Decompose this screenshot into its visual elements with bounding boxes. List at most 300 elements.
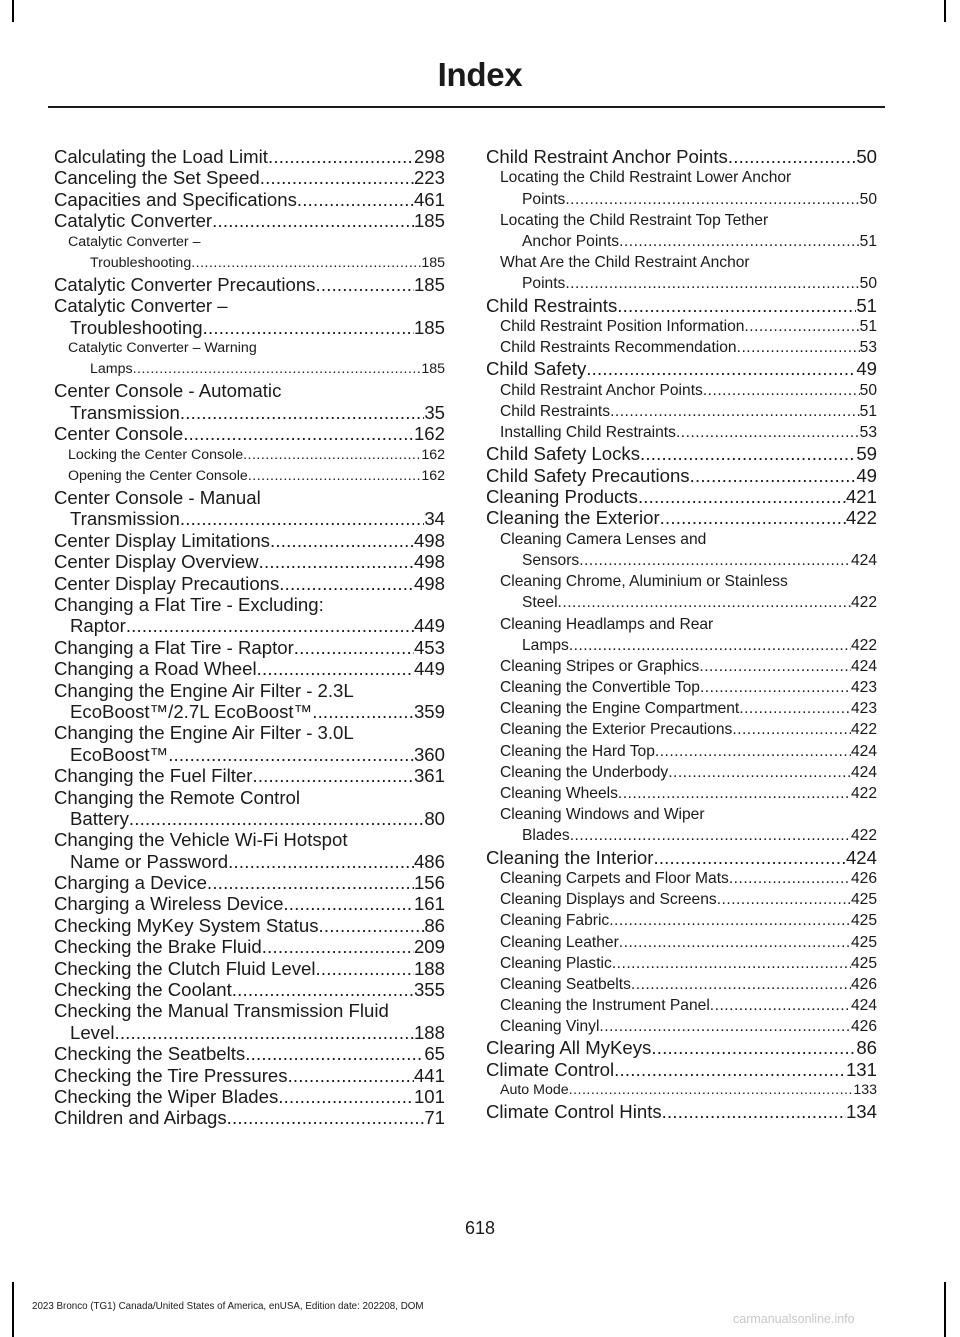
dot-leader bbox=[283, 893, 414, 914]
index-entry-text: Points bbox=[522, 275, 566, 293]
index-entry-line[interactable] bbox=[54, 530, 445, 551]
index-entry-line[interactable] bbox=[54, 359, 445, 380]
index-entry-page: 498 bbox=[413, 572, 445, 594]
index-entry bbox=[54, 573, 445, 594]
index-entry-line[interactable] bbox=[486, 146, 877, 167]
index-entry bbox=[54, 979, 445, 1000]
index-entry bbox=[486, 465, 877, 486]
index-entry-page: 133 bbox=[853, 1082, 877, 1099]
dot-leader bbox=[690, 465, 857, 486]
dot-leader bbox=[668, 762, 851, 783]
index-entry-text: Checking the Wiper Blades bbox=[54, 1085, 279, 1107]
index-entry-page: 71 bbox=[424, 1107, 445, 1129]
index-entry-page: 425 bbox=[850, 933, 877, 951]
dot-leader bbox=[710, 995, 851, 1016]
index-entry-line[interactable] bbox=[486, 889, 877, 910]
index-entry bbox=[54, 530, 445, 551]
index-entry-line[interactable] bbox=[54, 551, 445, 572]
index-entry bbox=[486, 422, 877, 443]
index-entry-line[interactable] bbox=[486, 1101, 877, 1122]
dot-leader bbox=[183, 423, 414, 444]
dot-leader bbox=[203, 317, 414, 338]
index-entry-line[interactable] bbox=[486, 358, 877, 379]
index-entry bbox=[486, 401, 877, 422]
index-entry bbox=[54, 338, 445, 380]
index-entry bbox=[54, 872, 445, 893]
index-entry-line[interactable] bbox=[486, 825, 877, 846]
index-entry-line[interactable] bbox=[54, 317, 445, 338]
index-entry-page: 425 bbox=[850, 954, 877, 972]
dot-leader bbox=[278, 1086, 414, 1107]
index-entry-page: 101 bbox=[413, 1085, 445, 1107]
index-entry-text: Climate Control Hints bbox=[486, 1101, 662, 1123]
index-entry-page: 51 bbox=[859, 402, 877, 420]
index-entry-text: Child Restraints bbox=[500, 402, 611, 420]
index-entry-page: 424 bbox=[850, 657, 877, 675]
index-entry bbox=[54, 466, 445, 487]
index-entry-page: 156 bbox=[413, 872, 445, 894]
index-entry-text: Steel bbox=[522, 594, 558, 612]
index-entry bbox=[486, 614, 877, 656]
index-entry-text: Cleaning the Exterior Precautions bbox=[500, 721, 733, 739]
dot-leader bbox=[744, 316, 859, 337]
dot-leader bbox=[294, 637, 414, 658]
index-entry-line[interactable] bbox=[486, 422, 877, 443]
index-entry-heading: Changing the Remote Control bbox=[54, 786, 300, 808]
index-entry-text: Children and Airbags bbox=[54, 1107, 227, 1129]
index-entry-line[interactable] bbox=[486, 273, 877, 294]
index-entry-text: Child Safety Precautions bbox=[486, 464, 690, 486]
index-entry-line[interactable] bbox=[54, 979, 445, 1000]
index-entry-text: Cleaning Stripes or Graphics bbox=[500, 657, 700, 675]
index-entry-page: 161 bbox=[413, 893, 445, 915]
index-entry-line[interactable] bbox=[54, 146, 445, 167]
index-entry-line[interactable] bbox=[54, 1043, 445, 1064]
index-entry-line[interactable] bbox=[486, 847, 877, 868]
index-entry-text: Name or Password bbox=[70, 850, 229, 872]
dot-leader bbox=[259, 551, 414, 572]
index-entry-line[interactable] bbox=[486, 507, 877, 528]
index-column-right bbox=[486, 146, 877, 1123]
index-entry-text: Child Restraints bbox=[486, 294, 618, 316]
dot-leader bbox=[262, 936, 414, 957]
crop-mark-bottom-left bbox=[12, 1282, 14, 1337]
index-entry-line[interactable] bbox=[54, 189, 445, 210]
index-entry-page: 424 bbox=[850, 763, 877, 781]
index-entry-text: Cleaning the Engine Compartment bbox=[500, 700, 740, 718]
index-entry bbox=[486, 804, 877, 846]
index-entry-line[interactable] bbox=[486, 1016, 877, 1037]
index-entry bbox=[54, 445, 445, 466]
index-entry-heading: Catalytic Converter – bbox=[68, 233, 201, 250]
index-entry-heading: Cleaning Windows and Wiper bbox=[500, 806, 705, 824]
index-entry bbox=[54, 1043, 445, 1064]
index-entry-text: Cleaning the Exterior bbox=[486, 507, 660, 529]
index-entry-text: Cleaning the Instrument Panel bbox=[500, 997, 710, 1015]
index-entry-page: 422 bbox=[850, 721, 877, 739]
dot-leader bbox=[651, 1038, 856, 1059]
index-entry-page: 426 bbox=[850, 1018, 877, 1036]
index-entry-text: Transmission bbox=[70, 401, 180, 423]
dot-leader bbox=[207, 872, 414, 893]
index-entry-page: 65 bbox=[424, 1043, 445, 1065]
crop-mark-bottom-right bbox=[944, 1282, 946, 1337]
index-entry-line[interactable] bbox=[486, 1038, 877, 1059]
index-entry bbox=[54, 146, 445, 167]
index-entry-text: Cleaning Leather bbox=[500, 933, 619, 951]
index-entry bbox=[486, 210, 877, 252]
index-entry-page: 49 bbox=[856, 358, 877, 380]
dot-leader bbox=[180, 508, 424, 529]
dot-leader bbox=[315, 274, 414, 295]
index-entry-text: Changing a Flat Tire - Raptor bbox=[54, 636, 294, 658]
index-entry-page: 51 bbox=[856, 294, 877, 316]
index-entry-text: Lamps bbox=[522, 636, 569, 654]
index-entry-page: 453 bbox=[413, 636, 445, 658]
index-entry-line[interactable] bbox=[54, 615, 445, 636]
index-entry bbox=[486, 868, 877, 889]
dot-leader bbox=[232, 979, 414, 1000]
index-entry-page: 188 bbox=[413, 1021, 445, 1043]
index-entry-page: 51 bbox=[859, 317, 877, 335]
index-entry-line[interactable] bbox=[486, 974, 877, 995]
index-entry-heading: Center Console - Automatic bbox=[54, 380, 282, 402]
index-entry bbox=[486, 146, 877, 167]
index-entry-line[interactable] bbox=[486, 932, 877, 953]
dot-leader bbox=[565, 189, 859, 210]
index-entry bbox=[54, 210, 445, 231]
index-entry bbox=[486, 252, 877, 294]
dot-leader bbox=[569, 1080, 854, 1101]
dot-leader bbox=[270, 530, 414, 551]
dot-leader bbox=[252, 765, 414, 786]
index-entry-page: 209 bbox=[413, 936, 445, 958]
index-entry-text: Center Display Precautions bbox=[54, 572, 280, 594]
index-entry-page: 423 bbox=[850, 700, 877, 718]
index-entry-text: Cleaning Plastic bbox=[500, 954, 612, 972]
index-entry bbox=[486, 889, 877, 910]
dot-leader bbox=[260, 167, 414, 188]
index-entry-text: Cleaning Fabric bbox=[500, 912, 610, 930]
index-entry-line[interactable] bbox=[486, 1059, 877, 1080]
index-entry-heading: Changing a Flat Tire - Excluding: bbox=[54, 593, 324, 615]
index-entry-page: 35 bbox=[424, 401, 445, 423]
dot-leader bbox=[133, 359, 422, 380]
index-entry-text: Center Console bbox=[54, 423, 184, 445]
index-entry-page: 426 bbox=[850, 975, 877, 993]
dot-leader bbox=[631, 974, 851, 995]
dot-leader bbox=[212, 210, 414, 231]
index-entry-page: 498 bbox=[413, 529, 445, 551]
dot-leader bbox=[660, 507, 846, 528]
index-entry bbox=[486, 337, 877, 358]
index-column-left bbox=[54, 146, 445, 1129]
index-entry-page: 185 bbox=[421, 361, 445, 378]
index-entry bbox=[54, 295, 445, 338]
index-entry-line[interactable] bbox=[486, 868, 877, 889]
index-entry-page: 134 bbox=[845, 1101, 877, 1123]
index-entry-page: 355 bbox=[413, 979, 445, 1000]
index-entry-line[interactable] bbox=[486, 550, 877, 571]
index-entry bbox=[486, 1080, 877, 1101]
index-entry-line[interactable] bbox=[486, 953, 877, 974]
index-entry-line[interactable] bbox=[54, 210, 445, 231]
index-entry-page: 50 bbox=[859, 381, 877, 399]
index-entry bbox=[54, 637, 445, 658]
index-entry-line[interactable] bbox=[54, 508, 445, 529]
index-entry-page: 422 bbox=[850, 827, 877, 845]
index-entry bbox=[486, 1038, 877, 1059]
footer-edition: 2023 Bronco (TG1) Canada/United States of America, enUSA, Edition date: 202208, DOM bbox=[32, 1301, 424, 1312]
index-entry-line[interactable] bbox=[486, 189, 877, 210]
index-entry-line[interactable] bbox=[486, 910, 877, 931]
index-entry-text: Installing Child Restraints bbox=[500, 424, 676, 442]
dot-leader bbox=[619, 932, 851, 953]
index-entry-text: Charging a Wireless Device bbox=[54, 893, 284, 915]
dot-leader bbox=[655, 741, 851, 762]
index-entry-page: 53 bbox=[859, 424, 877, 442]
dot-leader bbox=[699, 656, 851, 677]
index-entry-page: 498 bbox=[413, 551, 445, 573]
index-entry bbox=[486, 656, 877, 677]
dot-leader bbox=[570, 825, 851, 846]
index-entry-line[interactable] bbox=[486, 656, 877, 677]
index-entry bbox=[486, 974, 877, 995]
index-entry-page: 185 bbox=[421, 254, 445, 271]
index-entry-heading: Cleaning Chrome, Aluminium or Stainless bbox=[500, 573, 788, 591]
index-entry-line[interactable] bbox=[486, 635, 877, 656]
index-entry-line[interactable] bbox=[54, 744, 445, 765]
index-entry-line[interactable] bbox=[486, 698, 877, 719]
index-entry bbox=[54, 1107, 445, 1128]
index-entry-line[interactable] bbox=[486, 762, 877, 783]
index-entry-page: 424 bbox=[850, 997, 877, 1015]
index-entry-page: 422 bbox=[850, 594, 877, 612]
index-entry-line[interactable] bbox=[54, 958, 445, 979]
index-entry bbox=[54, 487, 445, 530]
index-entry-text: Sensors bbox=[522, 551, 580, 569]
index-entry-line[interactable] bbox=[486, 401, 877, 422]
index-entry-text: Lamps bbox=[90, 361, 133, 378]
index-entry-line[interactable] bbox=[54, 936, 445, 957]
index-entry-text: Child Restraint Anchor Points bbox=[500, 381, 703, 399]
index-entry-line[interactable] bbox=[54, 573, 445, 594]
index-entry-page: 34 bbox=[424, 508, 445, 530]
index-entry-page: 188 bbox=[413, 957, 445, 979]
index-entry-heading: Catalytic Converter – bbox=[54, 295, 228, 317]
index-entry-line[interactable] bbox=[486, 486, 877, 507]
index-entry bbox=[486, 167, 877, 209]
index-entry bbox=[54, 380, 445, 423]
index-entry bbox=[486, 507, 877, 528]
index-entry-text: Cleaning Wheels bbox=[500, 785, 618, 803]
index-entry-line[interactable] bbox=[486, 443, 877, 464]
crop-mark-top-left bbox=[12, 0, 14, 22]
index-entry-line[interactable] bbox=[54, 765, 445, 786]
index-entry-line[interactable] bbox=[486, 465, 877, 486]
index-entry-line[interactable] bbox=[54, 1022, 445, 1043]
index-entry bbox=[54, 551, 445, 572]
title-divider bbox=[48, 106, 885, 108]
index-entry bbox=[486, 316, 877, 337]
index-entry-line[interactable] bbox=[54, 1107, 445, 1128]
index-entry bbox=[54, 594, 445, 637]
index-entry-text: Blades bbox=[522, 827, 570, 845]
page-number: 618 bbox=[464, 1218, 496, 1238]
index-entry-line[interactable] bbox=[54, 637, 445, 658]
index-entry-line[interactable] bbox=[54, 466, 445, 487]
index-entry-line[interactable] bbox=[54, 402, 445, 423]
index-entry bbox=[54, 958, 445, 979]
index-entry bbox=[54, 936, 445, 957]
index-entry-line[interactable] bbox=[486, 592, 877, 613]
index-entry-line[interactable] bbox=[54, 1065, 445, 1086]
index-entry-text: Clearing All MyKeys bbox=[486, 1037, 652, 1059]
index-entry-text: Transmission bbox=[70, 508, 180, 530]
index-entry-page: 162 bbox=[421, 446, 445, 463]
index-entry-line[interactable] bbox=[54, 445, 445, 466]
index-entry-page: 424 bbox=[850, 551, 877, 569]
index-entry bbox=[486, 571, 877, 613]
index-entry-text: EcoBoost™/2.7L EcoBoost™ bbox=[70, 700, 313, 722]
index-entry-line[interactable] bbox=[486, 1080, 877, 1101]
index-entry-text: Cleaning the Interior bbox=[486, 846, 654, 868]
index-entry-page: 162 bbox=[413, 423, 445, 445]
index-entry-text: Opening the Center Console bbox=[68, 467, 248, 484]
index-entry-text: Child Restraint Anchor Points bbox=[486, 146, 728, 167]
dot-leader bbox=[739, 698, 851, 719]
dot-leader bbox=[700, 677, 851, 698]
index-entry bbox=[486, 1016, 877, 1037]
index-entry-heading: Cleaning Headlamps and Rear bbox=[500, 615, 714, 633]
dot-leader bbox=[315, 958, 413, 979]
index-entry-text: Canceling the Set Speed bbox=[54, 167, 260, 189]
index-entry-text: Center Display Limitations bbox=[54, 529, 270, 551]
index-entry-line[interactable] bbox=[486, 316, 877, 337]
index-entry-page: 423 bbox=[850, 679, 877, 697]
dot-leader bbox=[653, 847, 846, 868]
index-entry-text: Catalytic Converter Precautions bbox=[54, 273, 316, 295]
crop-mark-top-right bbox=[944, 0, 946, 22]
index-entry-line[interactable] bbox=[54, 274, 445, 295]
index-entry-line[interactable] bbox=[486, 783, 877, 804]
index-entry-page: 131 bbox=[845, 1058, 877, 1080]
dot-leader bbox=[312, 701, 414, 722]
dot-leader bbox=[640, 443, 856, 464]
index-entry bbox=[54, 1000, 445, 1043]
index-entry bbox=[486, 719, 877, 740]
index-entry-heading: Changing the Vehicle Wi-Fi Hotspot bbox=[54, 829, 348, 851]
dot-leader bbox=[319, 915, 425, 936]
index-entry-page: 86 bbox=[856, 1037, 877, 1059]
index-entry-page: 185 bbox=[413, 210, 445, 232]
index-entry bbox=[486, 741, 877, 762]
index-entry-text: Cleaning Carpets and Floor Mats bbox=[500, 869, 729, 887]
dot-leader bbox=[248, 466, 422, 487]
index-entry-heading: Center Console - Manual bbox=[54, 487, 261, 509]
index-entry-page: 424 bbox=[850, 742, 877, 760]
index-entry-line[interactable] bbox=[486, 231, 877, 252]
index-entry bbox=[486, 847, 877, 868]
index-entry bbox=[486, 358, 877, 379]
index-entry bbox=[486, 762, 877, 783]
index-entry-line[interactable] bbox=[54, 808, 445, 829]
index-entry bbox=[486, 486, 877, 507]
watermark: carmanualsonline.info bbox=[733, 1312, 855, 1326]
index-entry-line[interactable] bbox=[54, 872, 445, 893]
index-entry bbox=[54, 787, 445, 830]
dot-leader bbox=[114, 1022, 414, 1043]
index-entry-line[interactable] bbox=[486, 719, 877, 740]
dot-leader bbox=[609, 910, 851, 931]
index-entry bbox=[486, 380, 877, 401]
index-entry-line[interactable] bbox=[486, 741, 877, 762]
index-entry-line[interactable] bbox=[54, 253, 445, 274]
index-entry-text: Changing the Fuel Filter bbox=[54, 765, 253, 787]
index-entry bbox=[54, 1065, 445, 1086]
index-entry-line[interactable] bbox=[486, 677, 877, 698]
index-entry-text: Checking the Brake Fluid bbox=[54, 936, 262, 958]
index-entry-text: Center Display Overview bbox=[54, 551, 259, 573]
index-entry-text: Troubleshooting bbox=[70, 316, 203, 338]
index-entry-text: Charging a Device bbox=[54, 872, 207, 894]
dot-leader bbox=[638, 486, 846, 507]
index-entry bbox=[486, 995, 877, 1016]
dot-leader bbox=[586, 358, 856, 379]
index-entry-line[interactable] bbox=[486, 295, 877, 316]
dot-leader bbox=[227, 1107, 425, 1128]
index-entry-heading: Changing the Engine Air Filter - 3.0L bbox=[54, 722, 354, 744]
index-entry-heading: Locating the Child Restraint Lower Anchor bbox=[500, 169, 792, 187]
index-entry-heading: Catalytic Converter – Warning bbox=[68, 340, 257, 357]
index-entry-line[interactable] bbox=[54, 658, 445, 679]
index-entry-line[interactable] bbox=[54, 167, 445, 188]
index-entry-line[interactable] bbox=[54, 915, 445, 936]
index-entry-text: Checking the Tire Pressures bbox=[54, 1064, 288, 1086]
index-entry bbox=[54, 893, 445, 914]
index-entry-page: 422 bbox=[850, 636, 877, 654]
index-entry-line[interactable] bbox=[486, 995, 877, 1016]
index-entry-page: 50 bbox=[856, 146, 877, 167]
index-entry-line[interactable] bbox=[54, 1086, 445, 1107]
index-entry-line[interactable] bbox=[54, 423, 445, 444]
index-entry-text: Locking the Center Console bbox=[68, 446, 244, 463]
index-entry-line[interactable] bbox=[54, 701, 445, 722]
index-entry bbox=[486, 529, 877, 571]
index-entry-page: 426 bbox=[850, 869, 877, 887]
index-entry-page: 421 bbox=[845, 486, 877, 507]
index-entry-page: 461 bbox=[413, 188, 445, 210]
index-entry-page: 425 bbox=[850, 891, 877, 909]
index-entry-line[interactable] bbox=[54, 851, 445, 872]
dot-leader bbox=[180, 402, 424, 423]
index-entry-text: Child Restraints Recommendation bbox=[500, 339, 737, 357]
index-entry-line[interactable] bbox=[486, 337, 877, 358]
index-entry-line[interactable] bbox=[54, 893, 445, 914]
index-entry-text: Calculating the Load Limit bbox=[54, 146, 268, 167]
page-title: Index bbox=[437, 56, 523, 93]
index-entry-line[interactable] bbox=[486, 380, 877, 401]
index-entry-page: 422 bbox=[850, 785, 877, 803]
index-entry-page: 50 bbox=[859, 275, 877, 293]
index-entry bbox=[486, 295, 877, 316]
dot-leader bbox=[565, 273, 859, 294]
index-entry bbox=[486, 1101, 877, 1122]
index-entry bbox=[54, 829, 445, 872]
dot-leader bbox=[612, 953, 851, 974]
index-entry-text: Cleaning Displays and Screens bbox=[500, 891, 717, 909]
index-entry-text: Changing a Road Wheel bbox=[54, 658, 257, 680]
